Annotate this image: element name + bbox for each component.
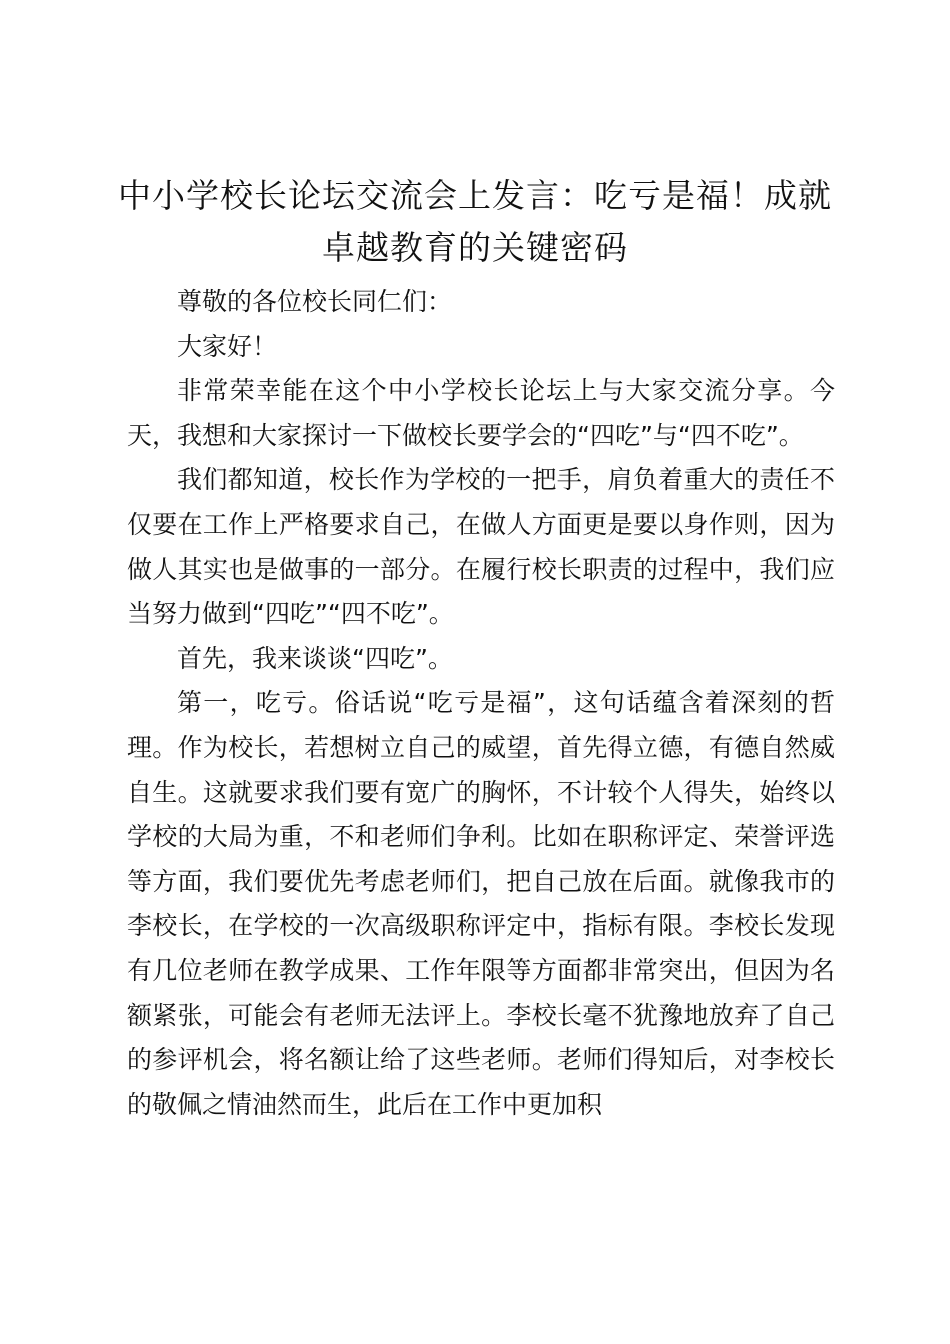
salutation: 尊敬的各位校长同仁们： (177, 287, 453, 316)
body-paragraph: 第一，吃亏。俗话说“吃亏是福”，这句话蕴含着深刻的哲理。作为校长，若想树立自己的威望，首先得立德，有德自然威自生。这就要求我们要有宽广的胸怀，不计较个人得失，始终以学校的大局为重，不和老师们争利。比如在职称评定、荣誉评选等方面，我们要优先考虑老师们，把自己放在后面。就像我市的李校长，在学校的一次高级职称评定中，指标有限。李校长发现有几位老师在教学成果、工作年限等方面都非常突出，但因为名额紧张，可能会有老师无法评上。李校长毫不犹豫地放弃了自己的参评机会，将名额让给了这些老师。老师们得知后，对李校长的敬佩之情油然而生，此后在工作中更加积 (127, 688, 835, 1119)
document-title: 中小学校长论坛交流会上发言：吃亏是福！成就卓越教育的关键密码 (118, 176, 832, 267)
document-body (127, 280, 835, 1127)
body-paragraph: 非常荣幸能在这个中小学校长论坛上与大家交流分享。今天，我想和大家探讨一下做校长要学会的“四吃”与“四不吃”。 (127, 376, 835, 450)
greeting: 大家好！ (177, 331, 278, 361)
body-paragraph: 我们都知道，校长作为学校的一把手，肩负着重大的责任不仅要在工作上严格要求自己，在做人方面更是要以身作则，因为做人其实也是做事的一部分。在履行校长职责的过程中，我们应当努力做到“四吃”“四不吃”。 (127, 465, 835, 629)
body-paragraph: 首先，我来谈谈“四吃”。 (177, 643, 453, 673)
